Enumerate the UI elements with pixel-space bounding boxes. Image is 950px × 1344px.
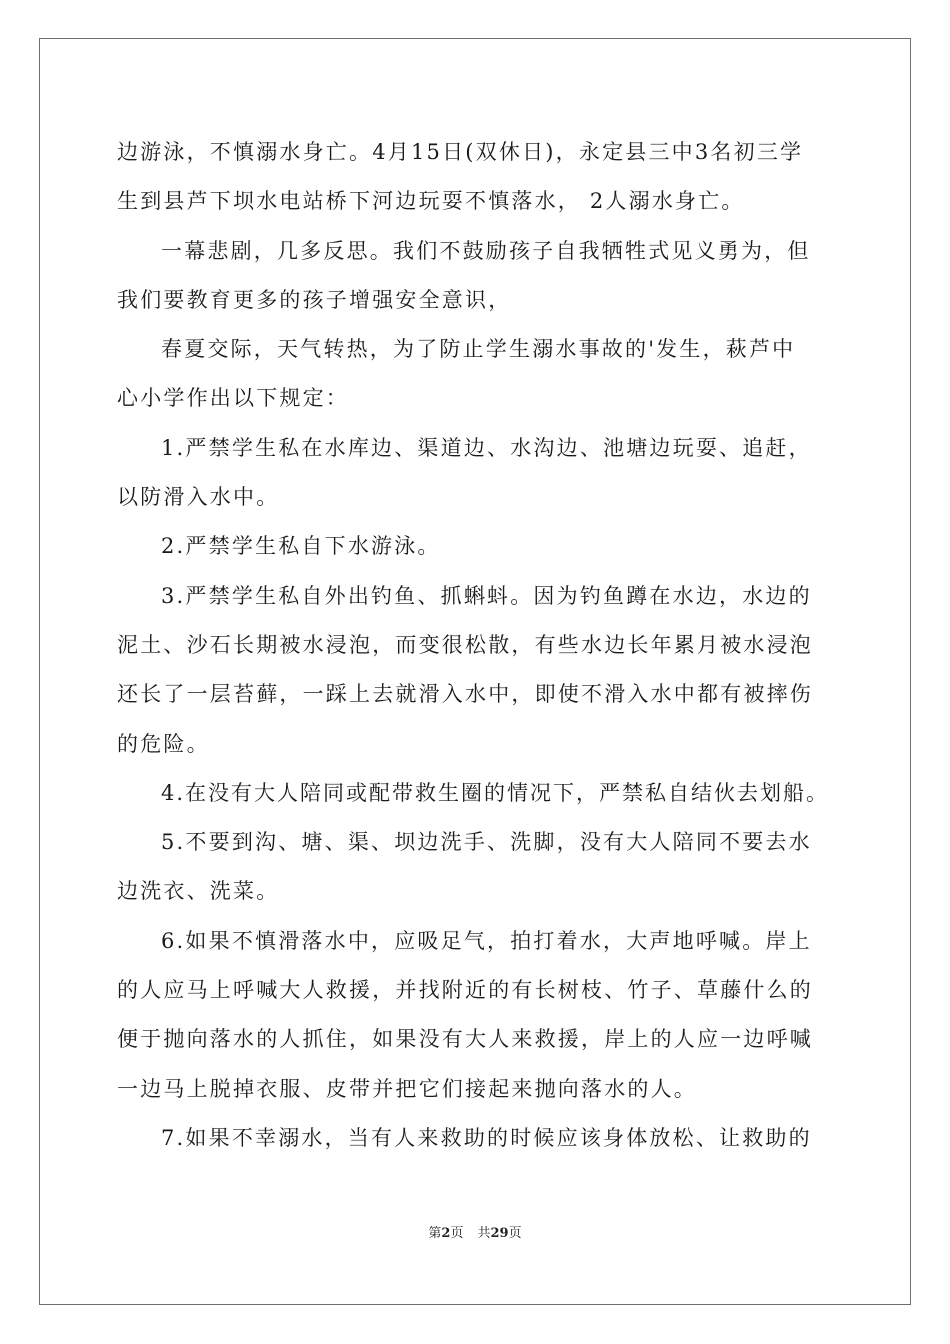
text-line: 我们要教育更多的孩子增强安全意识， bbox=[117, 287, 512, 312]
text-line: 一边马上脱掉衣服、皮带并把它们接起来抛向落水的人。 bbox=[117, 1076, 697, 1101]
footer-total-number: 29 bbox=[490, 1226, 509, 1241]
text-line: 4.在没有大人陪同或配带救生圈的情况下，严禁私自结伙去划船。 bbox=[161, 780, 830, 805]
page-footer bbox=[0, 1222, 950, 1241]
text-line: 的人应马上呼喊大人救援，并找附近的有长树枝、竹子、草藤什么的 bbox=[117, 978, 813, 1003]
text-line: 春夏交际，天气转热，为了防止学生溺水事故的'发生，萩芦中 bbox=[161, 337, 796, 362]
text-line: 的危险。 bbox=[117, 731, 210, 756]
footer-page-prefix: 第 bbox=[428, 1226, 442, 1241]
text-line: 泥土、沙石长期被水浸泡，而变很松散，有些水边长年累月被水浸泡 bbox=[117, 632, 813, 657]
footer-total-suffix: 页 bbox=[508, 1226, 522, 1241]
text-line: 1.严禁学生私在水库边、渠道边、水沟边、池塘边玩耍、追赶， bbox=[161, 435, 812, 460]
text-line: 7.如果不幸溺水，当有人来救助的时候应该身体放松、让救助的 bbox=[161, 1125, 812, 1150]
footer-page-suffix: 页 bbox=[450, 1226, 464, 1241]
text-line: 5.不要到沟、塘、渠、坝边洗手、洗脚，没有大人陪同不要去水 bbox=[161, 830, 812, 855]
text-line: 2.严禁学生私自下水游泳。 bbox=[161, 534, 441, 559]
text-line: 心小学作出以下规定： bbox=[117, 386, 349, 411]
text-line: 3.严禁学生私自外出钓鱼、抓蝌蚪。因为钓鱼蹲在水边，水边的 bbox=[161, 583, 812, 608]
footer-total-prefix: 共 bbox=[477, 1226, 491, 1241]
text-line: 一幕悲剧，几多反思。我们不鼓励孩子自我牺牲式见义勇为，但 bbox=[161, 238, 811, 263]
text-line: 以防滑入水中。 bbox=[117, 485, 280, 510]
text-line: 生到县芦下坝水电站桥下河边玩耍不慎落水， 2人溺水身亡。 bbox=[117, 189, 745, 214]
text-line: 还长了一层苔藓，一踩上去就滑入水中，即使不滑入水中都有被摔伤 bbox=[117, 682, 813, 707]
text-line: 6.如果不慎滑落水中，应吸足气，拍打着水，大声地呼喊。岸上 bbox=[161, 928, 812, 953]
document-body bbox=[117, 128, 833, 1163]
text-line: 边游泳，不慎溺水身亡。4月15日(双休日)，永定县三中3名初三学 bbox=[117, 140, 804, 164]
footer-page-number: 2 bbox=[441, 1226, 451, 1241]
text-line: 便于抛向落水的人抓住，如果没有大人来救援，岸上的人应一边呼喊 bbox=[117, 1027, 813, 1052]
text-line: 边洗衣、洗菜。 bbox=[117, 879, 280, 904]
